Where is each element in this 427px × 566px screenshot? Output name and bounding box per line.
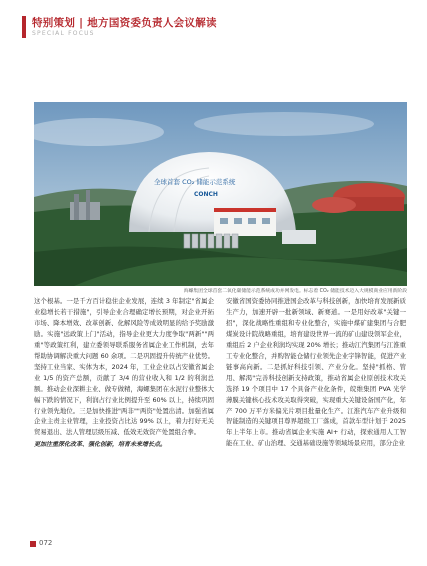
dome-signage-line2: CONCH [194,191,218,198]
body-paragraph: 安徽省国资委协同推进国企改革与科技创新，加快培育发展新质生产力，加速开辟一批新领域、新赛道。一是用好改革"关键一招"，深化战略性重组和专业化整合，实施中煤矿建集团与合肥煤炭设计院战略重组，培育建设世界一流的矿山建设领军企业，重组后 2 户企业利润均实现 20% 增长；推动江汽集团与江淮重工专业化整合，并购智能仓储行业领先企业宇锋智能，促进产业链事高向新。二是抓好科技引领、产业分化。坚持"抓格、管用、解渴"完善科技创新支持政策，推动省属企业原创技术攻关选择 19 个项目中 17 个具备产业化条件，皖维集团 PVA 光学薄膜关键核心技术攻关取得突破，实现重大关键设备国产化，年产 700 万平方米偏光片项目批量化生产。江淮汽车产业升级和智能制造的关键项目尊界超级工厂落成，首款车型计划于 2025 年上半年上市。推动省属企业实施 AI+ 行动，探索通用人工智能在工业、矿山治理、交通基础设施等领域场景应用，部分企业 [226,297,406,448]
section-subtitle: SPECIAL FOCUS [32,30,95,37]
dome-facility-illustration [34,102,407,286]
page-number: 072 [39,539,53,547]
header-accent-bar [22,16,26,38]
body-column-left [34,296,214,451]
pull-quote: 更加注重深化改革、强化创新，培育未来增长点。 [34,441,167,449]
page-number-marker [30,541,36,547]
feature-photo [34,102,407,286]
body-paragraph: 这个根基。一是千方百计稳住企业发展，连续 3 年制定"省属企业稳增长若干措施"，引导企业合理确定增长预期，对企业开拓市场、降本增效、改革创新、化解风险等成效明显的给予奖励激励。实施"远政策上门"活动，指导企业更大力度争取"两新""两重"等政策红利，建立委领导联系服务省属企业工作机制，去年帮助协调解决重大问题 60 余项。二是巩固提升传统产业优势。坚持工业当家、实体为本，2024 年，工业企业以占安徽省属企业 1/5 的资产总额，贡献了 3/4 的营业收入和 1/2 的利润总额。推动企业深耕主业、做专做精，海螺集团在水泥行业整体大幅下跌的情况下，利润占行业比例提升至 60% 以上，持续巩固行业领先地位。三是加快推进"两非""两资"处置出清。加强省属企业主责主业管理，主业投资占比达 99% 以上，着力打好无关贸易退出、法人管理层级压减、低效无效资产处置组合拳。 [34,297,214,437]
body-column-right [226,296,406,449]
page-header [22,14,412,44]
section-title: 特别策划 | 地方国资委负责人会议解读 [32,17,217,29]
photo-caption: 海螺集团全球首套二氧化碳储能示范系统成功并网发电。标志着 CO₂ 储能技术迈入大规模商业应用新阶段 [183,289,407,294]
dome-signage-line1: 全球首套 CO₂ 储能示范系统 [154,178,236,186]
